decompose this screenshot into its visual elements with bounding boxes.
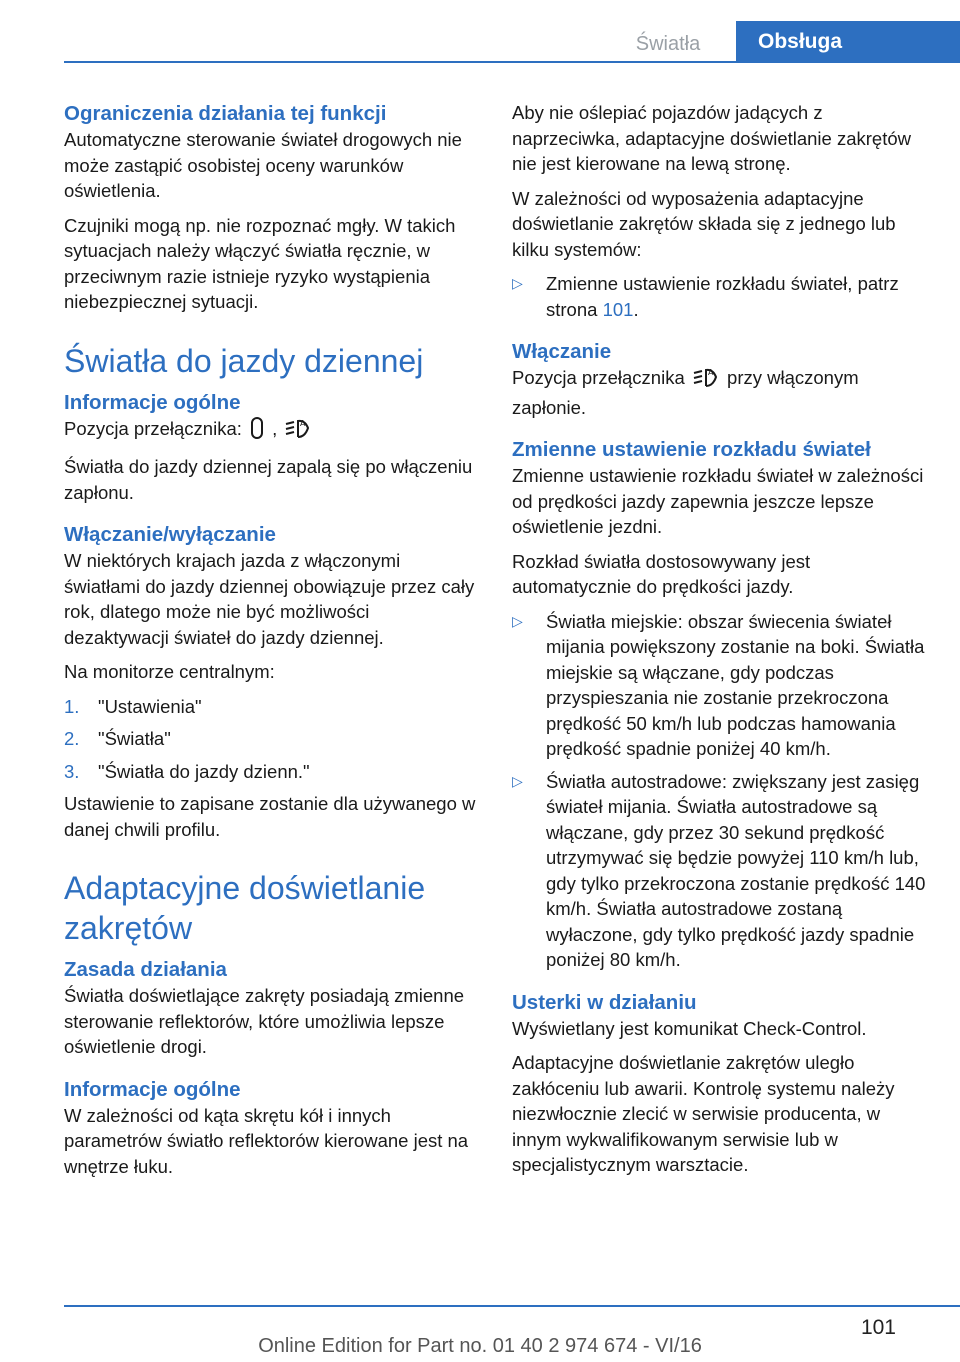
heading-on-off: Włączanie/wyłączanie — [64, 523, 276, 546]
modes-list — [512, 609, 926, 973]
svg-text:A: A — [300, 418, 306, 428]
chapter-tab[interactable]: Obsługa — [736, 21, 960, 63]
step-text: "Światła do jazdy dzienn." — [98, 760, 310, 782]
right-column — [512, 100, 926, 1187]
step-text: "Światła" — [98, 728, 171, 749]
heading-switch-on: Włączanie — [512, 340, 612, 363]
svg-text:A: A — [707, 368, 714, 377]
paragraph-fault-2: Adaptacyjne doświetlanie zakrętów uległo zakłóceniu lub awarii. Kontrolę systemu należy niezwłocznie zlecić w serwisie producenta, w innym wykwalifikowanym serwisie lub w specjalistycznym warsztacie. — [512, 1052, 895, 1175]
steps-list — [64, 694, 478, 785]
paragraph-variable-1: Zmienne ustawienie rozkładu świateł w zależności od prędkości jazdy zapewnia jeszcze lepsze oświetlenie jezdni. — [512, 465, 924, 537]
paragraph-daytime-on: Światła do jazdy dziennej zapalą się po włączeniu zapłonu. — [64, 456, 473, 503]
paragraph-limits-2: Czujniki mogą np. nie rozpoznać mgły. W takich sytuacjach należy włączyć światła ręcznie, w przeciwnym razie istnieje ryzyko wystąpienia niebezpiecznej sytuacji. — [64, 214, 456, 312]
systems-list — [512, 271, 926, 322]
footer-rule — [64, 1305, 960, 1307]
mode-text: Światła autostradowe: zwiększany jest zasięg świateł mijania. Światła autostradowe są włączane, gdy przez 30 sekund prędkość utrzymywać się będzie powyżej 110 km/h lub, gdy tylko przekroczona zostanie prędkość 140 km/h. Światła autostradowe zostaną wyłaczone, gdy tylko prędkość jazdy spadnie poniżej 80 km/h. — [546, 770, 926, 970]
switch-separator: , — [272, 417, 278, 439]
list-item — [64, 694, 478, 720]
list-item — [512, 271, 926, 322]
paragraph-central-monitor: Na monitorze centralnym: — [64, 661, 275, 682]
section-tab[interactable]: Światła — [635, 33, 701, 55]
left-column — [64, 100, 478, 1188]
paragraph-fault-1: Wyświetlany jest komunikat Check-Control. — [512, 1017, 867, 1039]
list-item — [512, 609, 926, 762]
auto-headlight-icon — [285, 417, 311, 446]
step-number: 3. — [64, 760, 80, 782]
heading-variable-distribution: Zmienne ustawienie rozkładu świateł — [512, 438, 871, 461]
heading-general-info: Informacje ogólne — [64, 390, 241, 414]
list-item — [64, 759, 478, 785]
paragraph-equipment: W zależności od wyposażenia adaptacyjne doświetlanie zakrętów składa się z jednego lub kilku systemów: — [512, 187, 896, 260]
step-number: 2. — [64, 728, 80, 749]
page-link[interactable]: 101 — [602, 298, 634, 320]
paragraph-general-info-2: W zależności od kąta skrętu kół i innych parametrów światło reflektorów kierowane jest na wnętrze łuku. — [64, 1104, 469, 1177]
heading-limits: Ograniczenia działania tej funkcji — [64, 102, 387, 125]
mode-text: Światła miejskie: obszar świecenia świateł mijania powiększony zostanie na boki. Światła miejskie są włączane, gdy podczas przyspieszania nie zostanie przekroczona prędkość 50 km/h lub podczas hamowania prędkość spadnie poniżej 40 km/h. — [546, 610, 925, 759]
paragraph-glare: Aby nie oślepiać pojazdów jadących z naprzeciwka, adaptacyjne doświetlanie zakrętów nie jest kierowane na lewą stronę. — [512, 102, 911, 174]
switch-on-text-b: przy włączonym zapłonie. — [512, 367, 859, 418]
switch-zero-icon — [250, 417, 264, 446]
paragraph-limits-1: Automatyczne sterowanie świateł drogowych nie może zastąpić osobistej oceny warunków oświetlenia. — [64, 129, 462, 201]
title-adaptive-cornering: Adaptacyjne doświetlanie zakrętów — [64, 870, 426, 946]
switch-on-text-a: Pozycja przełącznika — [512, 367, 685, 388]
paragraph-switch-on — [512, 365, 926, 420]
paragraph-switch-position — [64, 416, 478, 446]
heading-principle: Zasada działania — [64, 958, 227, 981]
triangle-bullet-icon: ▷ — [512, 772, 523, 789]
list-item — [512, 769, 926, 973]
edition-footer: Online Edition for Part no. 01 40 2 974 674 - VI/16 — [258, 1335, 702, 1357]
heading-general-info-2: Informacje ogólne — [64, 1077, 241, 1101]
step-number: 1. — [64, 695, 80, 717]
paragraph-profile-saved: Ustawienie to zapisane zostanie dla używanego w danej chwili profilu. — [64, 793, 476, 840]
paragraph-principle: Światła doświetlające zakręty posiadają zmienne sterowanie reflektorów, które umożliwia lepsze oświetlenie drogi. — [64, 985, 465, 1057]
heading-faults: Usterki w działaniu — [512, 990, 697, 1014]
paragraph-on-off: W niektórych krajach jazda z włączonymi światłami do jazdy dziennej obowiązuje przez cały rok, dlatego może nie być możliwości dezaktywacji świateł do jazdy dziennej. — [64, 550, 475, 648]
step-text: "Ustawienia" — [98, 695, 202, 717]
triangle-bullet-icon: ▷ — [512, 612, 523, 629]
title-daytime-lights: Światła do jazdy dziennej — [64, 342, 424, 379]
system-item-end: . — [633, 298, 639, 320]
system-item-text: Zmienne ustawienie rozkładu świateł, patrz strona — [546, 273, 899, 320]
page-number: 101 — [860, 1316, 896, 1339]
auto-headlight-icon — [693, 366, 719, 395]
list-item — [64, 726, 478, 752]
paragraph-variable-2: Rozkład światła dostosowywany jest automatycznie do prędkości jazdy. — [512, 550, 811, 597]
switch-position-label: Pozycja przełącznika: — [64, 417, 242, 439]
triangle-bullet-icon: ▷ — [512, 275, 523, 291]
